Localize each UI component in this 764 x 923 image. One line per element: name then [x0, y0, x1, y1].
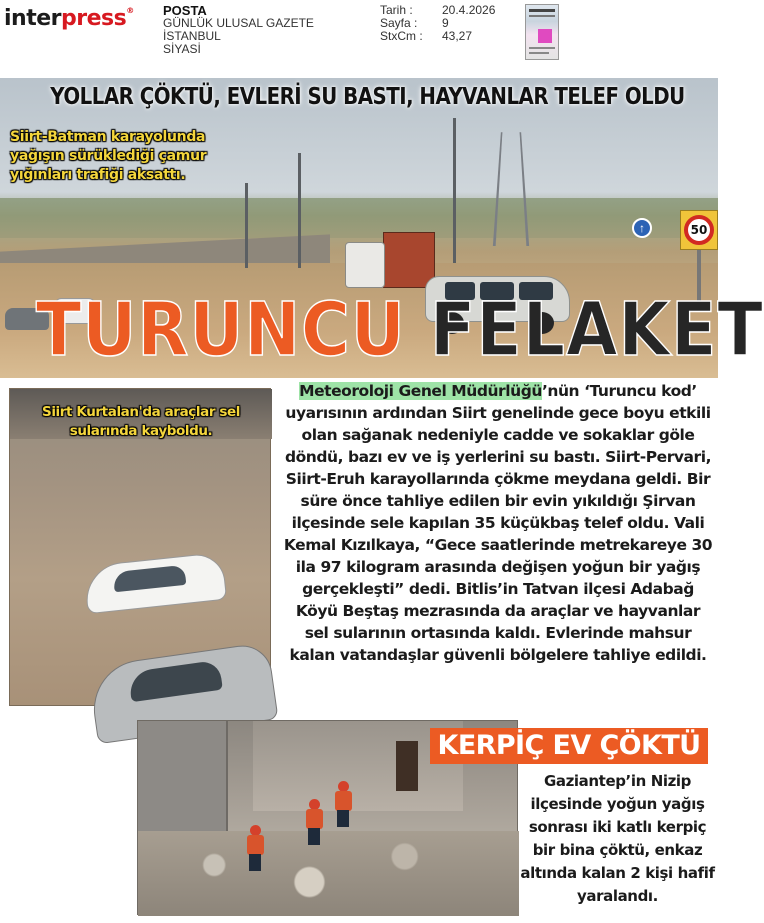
sidebar-title: KERPİÇ EV ÇÖKTÜ: [430, 728, 708, 764]
page-label: Sayfa :: [380, 16, 418, 30]
power-tower: [493, 132, 529, 246]
date-value: 20.4.2026: [442, 3, 496, 17]
publication-section: SİYASİ: [163, 42, 201, 56]
news-article: [0, 78, 764, 923]
publication-name: POSTA: [163, 3, 207, 18]
publication-city: İSTANBUL: [163, 29, 221, 43]
article-headline: YOLLAR ÇÖKTÜ, EVLERİ SU BASTI, HAYVANLAR TELEF OLDU: [50, 84, 685, 110]
rescue-worker: [305, 799, 323, 845]
stxcm-row: [380, 30, 495, 43]
direction-sign-icon: ↑: [632, 218, 652, 238]
interpress-logo: [4, 6, 134, 31]
date-label: Tarih :: [380, 3, 413, 17]
truck-in-mud: [345, 228, 435, 296]
rubble: [138, 831, 519, 916]
rescue-worker: [246, 825, 264, 871]
registered-mark: ®: [126, 6, 134, 15]
speed-limit-value: 50: [684, 215, 714, 245]
stxcm-value: 43,27: [442, 29, 473, 43]
article-body-text: ’nün ‘Turuncu kod’ uyarısının ardından Siirt genelinde gece boyu etkili olan sağanak nedeniyle cadde ve sokaklar göle döndü, bazı ev ve iş yerlerini su bastı. Siirt-Pervari, Siirt-Eruh karayollarında çökme meydana geldi. Bir süre önce tahliye edilen bir evin yıkıldığı Şirvan ilçesinde sele kapılan 35 küçükbaş telef oldu. Vali Kemal Kızılkaya, “Gece saatlerinde metrekareye 30 ila 97 kilogram arasında değişen yoğun bir yağış gerçekleşti” dedi. Bitlis’in Tatvan ilçesi Adabağ Köyü Beştaş mezrasında da araçlar ve hayvanlar sel sularının ortasında kaldı. Evlerinde mahsur kalan vatandaşlar güvenli bölgelere tahliye edildi.: [283, 382, 713, 664]
highlighted-agency-name: Meteoroloji Genel Müdürlüğü: [299, 382, 542, 400]
title-word-orange: TURUNCU: [35, 287, 406, 373]
clip-meta: [380, 4, 495, 43]
photo-submerged-cars: [9, 388, 271, 706]
logo-text-main: inter: [4, 6, 61, 31]
page-thumbnail[interactable]: [525, 4, 559, 60]
photo-caption: Siirt Kurtalan'da araçlar sel sularında kayboldu.: [42, 404, 240, 439]
rescue-worker: [334, 781, 352, 827]
page-value: 9: [442, 16, 449, 30]
hero-caption: Siirt-Batman karayolunda yağışın sürüklediği çamur yığınları trafiği aksattı.: [10, 129, 207, 183]
main-title: [35, 287, 764, 373]
logo-text-accent: press: [61, 6, 127, 31]
sidebar-text: Gaziantep’in Nizip ilçesinde yoğun yağış sonrası iki katlı kerpiç bir bina çöktü, enkaz altında kalan 2 kişi hafif yaralandı.: [520, 772, 715, 905]
publication-info: [163, 4, 314, 56]
stxcm-label: StxCm :: [380, 29, 423, 43]
title-word-dark: FELAKET: [429, 287, 764, 373]
submerged-car: [83, 552, 227, 614]
publication-type: GÜNLÜK ULUSAL GAZETE: [163, 16, 314, 30]
article-body: [283, 380, 713, 666]
